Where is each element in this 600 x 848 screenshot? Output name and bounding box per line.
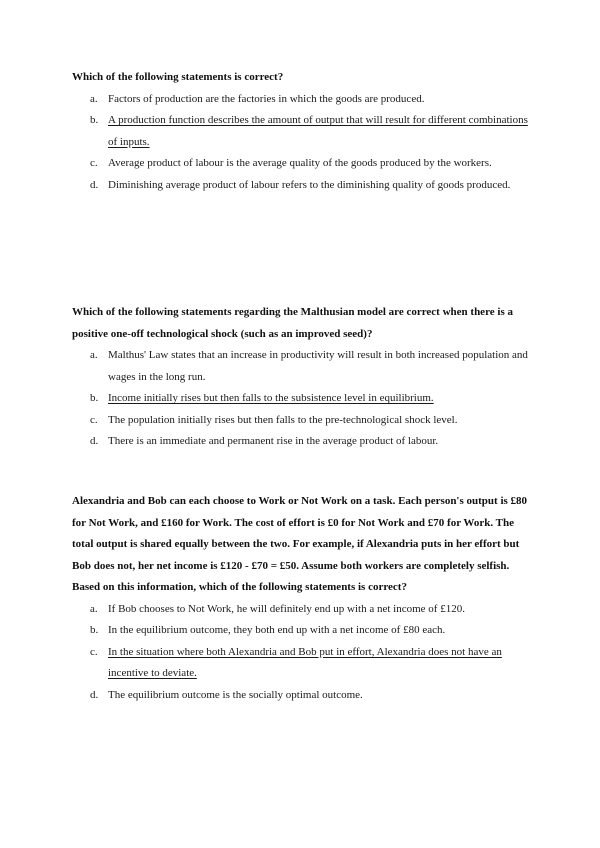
option-text-correct: A production function describes the amount of output that will result for different combinations of inputs.: [108, 114, 528, 148]
option-a: [72, 345, 528, 388]
option-letter: d.: [90, 688, 99, 701]
question-2: [72, 302, 528, 453]
option-text: There is an immediate and permanent rise in the average product of labour.: [108, 435, 439, 447]
option-b: [72, 620, 528, 642]
option-letter: c.: [90, 645, 98, 658]
option-d: [72, 175, 528, 197]
option-text: Average product of labour is the average quality of the goods produced by the workers.: [108, 157, 492, 169]
option-b: [72, 110, 528, 153]
option-letter: b.: [90, 624, 99, 636]
option-list: [72, 345, 528, 453]
option-letter: d.: [90, 435, 99, 447]
option-b: [72, 388, 528, 410]
option-text: In the equilibrium outcome, they both end up with a net income of £80 each.: [108, 624, 446, 636]
option-letter: c.: [90, 413, 98, 426]
option-c: [72, 410, 528, 432]
option-text: Factors of production are the factories in which the goods are produced.: [108, 92, 425, 105]
option-text-correct: In the situation where both Alexandria and Bob put in effort, Alexandria does not have an incentive to deviate.: [108, 645, 502, 679]
option-letter: d.: [90, 178, 99, 191]
option-a: [72, 599, 528, 621]
question-stem: Which of the following statements regarding the Malthusian model are correct when there is a positive one-off technological shock (such as an improved seed)?: [72, 306, 513, 340]
option-c: [72, 153, 528, 175]
question-stem: Alexandria and Bob can each choose to Work or Not Work on a task. Each person's output is £80 for Not Work, and £160 for Work. The cost of effort is £0 for Not Work and £70 for Work. The total output is shared equally between the two. For example, if Alexandria puts in her effort but Bob does not, her net income is £120 - £70 = £50. Assume both workers are completely selfish. Based on this information, which of the following statements is correct?: [72, 495, 528, 593]
option-d: [72, 685, 528, 707]
option-letter: a.: [90, 92, 98, 105]
option-letter: b.: [90, 114, 99, 126]
question-3: [72, 491, 528, 706]
option-letter: b.: [90, 392, 99, 404]
option-list: [72, 89, 528, 197]
option-text: The population initially rises but then falls to the pre-technological shock level.: [108, 413, 458, 426]
option-text: If Bob chooses to Not Work, he will definitely end up with a net income of £120.: [108, 602, 465, 615]
question-stem: Which of the following statements is correct?: [72, 71, 284, 83]
option-letter: a.: [90, 602, 98, 615]
question-1: [72, 67, 528, 196]
option-text: Malthus' Law states that an increase in productivity will result in both increased population and wages in the long run.: [108, 349, 528, 383]
option-list: [72, 599, 528, 707]
option-text: Diminishing average product of labour refers to the diminishing quality of goods produced.: [108, 178, 511, 191]
option-a: [72, 89, 528, 111]
option-d: [72, 431, 528, 453]
option-letter: a.: [90, 349, 98, 361]
option-text-correct: Income initially rises but then falls to the subsistence level in equilibrium.: [108, 392, 434, 404]
option-text: The equilibrium outcome is the socially optimal outcome.: [108, 688, 363, 701]
option-c: [72, 642, 528, 685]
option-letter: c.: [90, 157, 98, 169]
